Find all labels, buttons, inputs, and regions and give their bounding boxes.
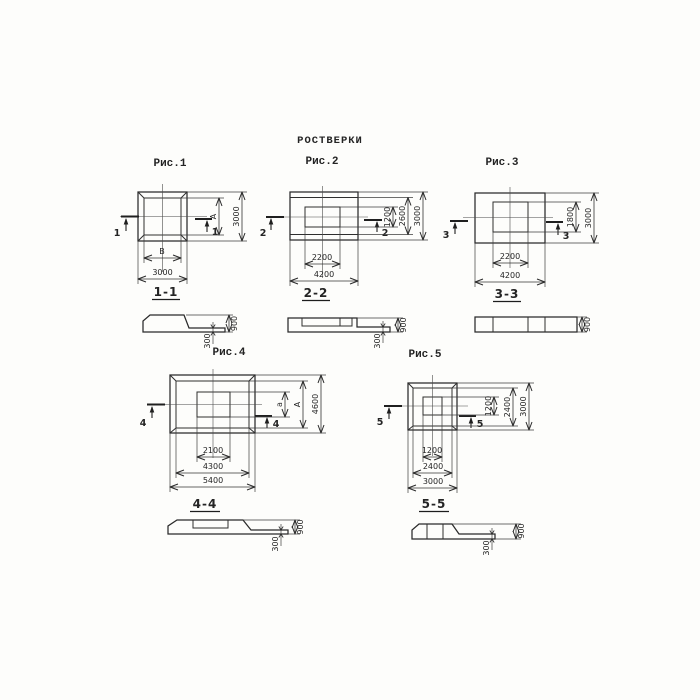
fig2-cut-arrow-left [269,218,274,225]
fig4-dim-socket-width: 2100 [202,446,224,455]
fig5-section-step-height: 300 [482,540,491,556]
fig2-dim-mid-height: 2600 [398,205,407,227]
fig2-cut-number-left: 2 [259,228,267,239]
fig2-section-profile [288,318,390,332]
fig4-caption: Рис.4 [212,347,246,359]
fig4-dim-socket-height: а [275,402,284,407]
fig3-cut-number-left: 3 [442,230,450,241]
fig3-section-profile [475,317,577,332]
fig4-plan [140,369,326,492]
fig2-section [288,317,408,348]
fig2-dim-outer-width: 4200 [313,270,335,279]
fig1-caption: Рис.1 [153,158,187,170]
section-1-1-label: 1-1 [153,285,179,299]
fig3-section [475,317,592,332]
fig3-cut-arrow-right [556,223,561,230]
fig5-caption: Рис.5 [408,349,442,361]
fig5-dim-outer-width: 3000 [422,477,444,486]
fig4-corner-bevels [170,375,255,433]
fig5 [377,349,534,556]
fig2-dim-socket-width: 2200 [311,253,333,262]
fig2-cut-number-right: 2 [381,228,389,239]
fig3-section-total-height: 900 [583,316,592,333]
fig4-section-total-height: 900 [296,519,305,535]
fig4-dim-mid-width: 4300 [202,462,224,471]
fig3 [443,157,599,332]
fig3-socket-rect [493,202,528,232]
section-4-4-label: 4-4 [192,497,218,511]
fig5-section [412,523,526,555]
fig4-section-step-height: 300 [271,536,280,552]
fig2-section-total-height: 900 [399,317,408,333]
fig5-cut-number-left: 5 [376,417,384,428]
fig4-section [168,519,305,551]
fig3-dim-socket-height: 1800 [566,206,575,228]
fig1-cut-arrow-left [124,218,129,225]
fig1-dim-outer-height: 3000 [232,206,241,227]
section-2-2-label: 2-2 [303,286,329,300]
fig5-section-total-height: 900 [517,523,526,539]
fig2-plan [260,186,428,286]
fig5-section-profile [412,524,495,539]
fig2-section-recess [302,318,352,326]
sheet-title: РОСТВЕРКИ [297,135,363,147]
fig1-cut-arrow-right [205,220,210,227]
fig4-cut-arrow-left [150,406,155,413]
section-3-3-label: 3-3 [494,287,520,301]
fig4-cut-number-left: 4 [139,418,147,429]
fig1-cut-number-left: 1 [113,228,121,239]
section-5-5-label: 5-5 [421,497,447,511]
fig1 [114,158,247,349]
fig2-section-step-height: 300 [373,333,382,349]
fig1-dim-socket-width: В [159,247,165,256]
fig3-cut-arrow-left [453,222,458,229]
fig1-cut-number-right: 1 [211,227,219,238]
fig2-dim-outer-height: 3000 [413,205,422,227]
fig5-cut-arrow-left [387,407,392,414]
fig4-dim-outer-width: 5400 [202,476,224,485]
fig4-cut-number-right: 4 [272,419,280,430]
fig2-dim-socket-height: 1200 [383,206,392,228]
fig4-cut-arrow-right [265,417,270,424]
fig2-outer-rect [290,192,358,240]
fig5-dim-mid-width: 2400 [422,462,444,471]
fig3-dim-socket-width: 2200 [499,252,521,261]
fig5-plan [377,375,534,493]
fig5-dim-socket-height: 1200 [484,395,493,417]
fig4-dim-mid-height: А [293,401,302,408]
fig2-cut-arrow-right [375,221,380,228]
fig1-dim-outer-width: 3000 [152,268,173,277]
fig4-outer-rect [170,375,255,433]
fig3-caption: Рис.3 [485,157,519,169]
fig1-section-total-height: 900 [230,315,239,332]
fig5-cut-number-right: 5 [476,419,484,430]
fig3-plan [443,187,599,287]
fig2-caption: Рис.2 [305,156,339,168]
fig1-section [143,315,239,349]
fig1-dim-socket-height: А [209,213,218,220]
fig5-dim-socket-width: 1200 [421,446,443,455]
fig5-cut-arrow-right [469,417,474,424]
fig5-dim-mid-height: 2400 [503,396,512,418]
fig5-dim-outer-height: 3000 [519,396,528,417]
fig4-section-recess [193,520,228,528]
fig1-plan [114,184,247,284]
fig3-dim-outer-width: 4200 [499,271,521,280]
fig1-section-step-height: 300 [203,333,212,349]
fig3-dim-outer-height: 3000 [584,207,593,229]
fig4 [140,347,326,552]
fig2 [260,156,428,349]
fig4-dim-outer-height: 4600 [311,393,320,415]
fig3-cut-number-right: 3 [562,231,570,242]
